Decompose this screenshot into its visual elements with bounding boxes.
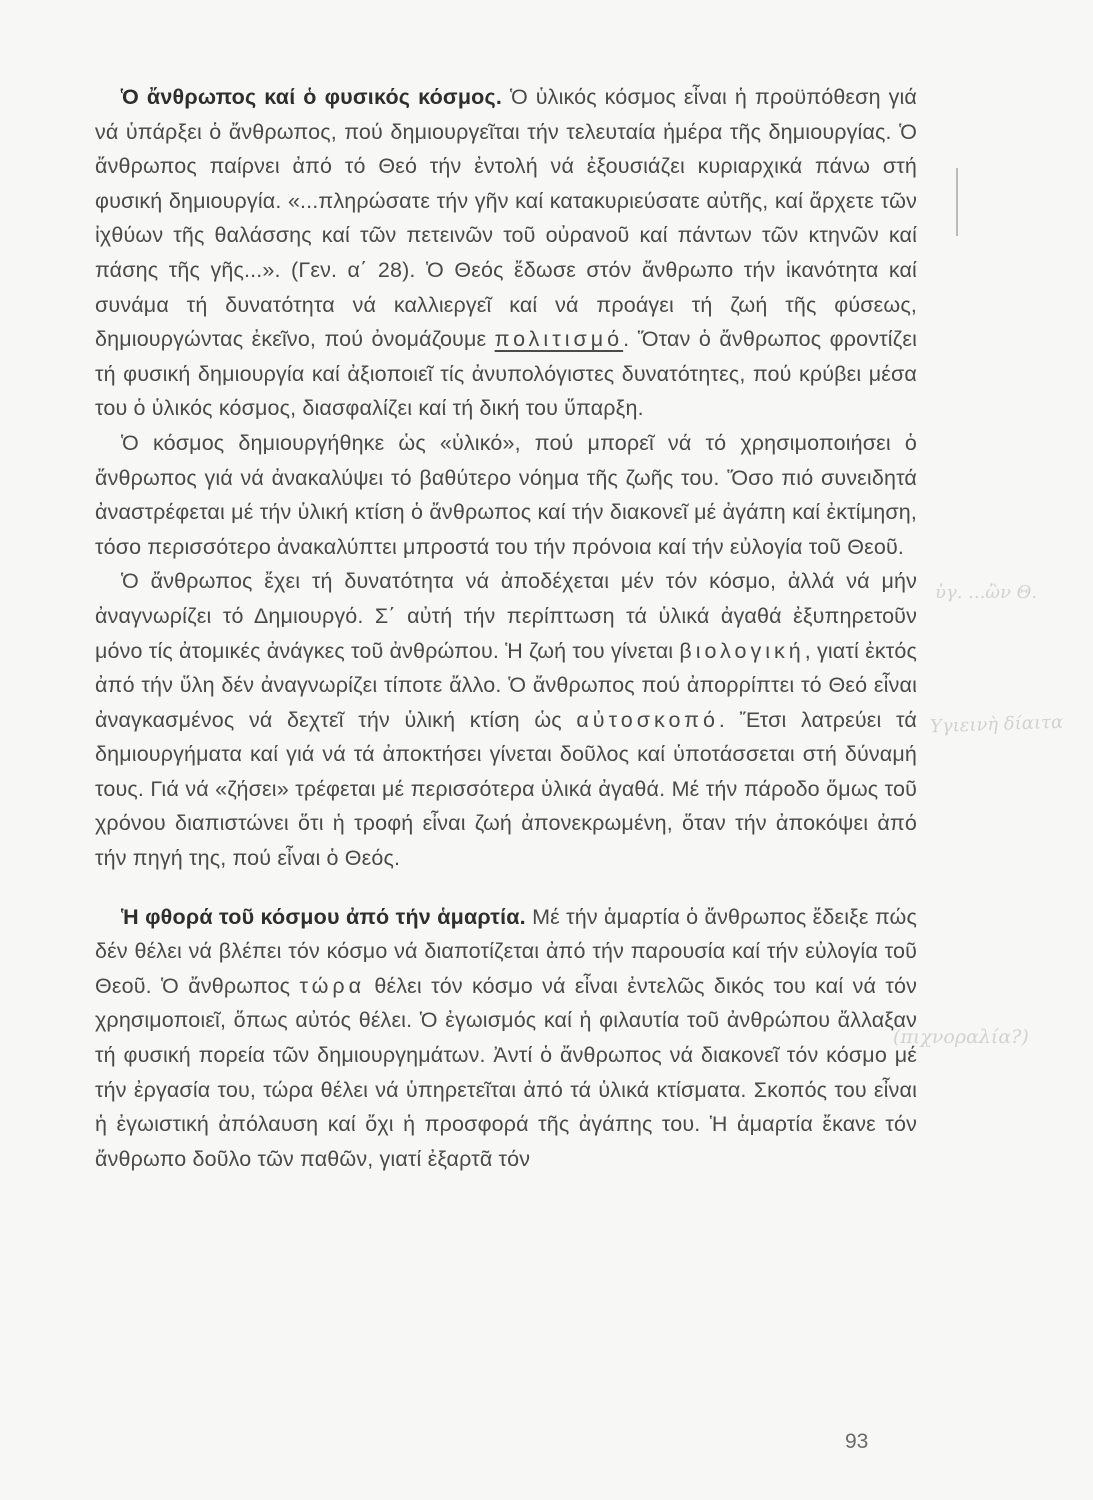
margin-vertical-mark <box>956 168 958 236</box>
section-1-paragraph-1 <box>95 80 917 426</box>
text-run: θέλει τόν κόσμο νά εἶναι ἐντελῶς δικός του καί νά τόν χρησιμοποιεῖ, ὅπως αὐτός θέλει. Ὁ ἐγωισμός καί ἡ φιλαυτία τοῦ ἀνθρώπου ἄλλαξαν τή φυσική πορεία τῶν δημιουργημάτων. Ἀντί ὁ ἄνθρωπος νά διακονεῖ τόν κόσμο μέ τήν ἐργασία του, τώρα θέλει νά ὑπηρετεῖται ἀπό τά ὑλικά κτίσματα. Σκοπός του εἶναι ἡ ἐγωιστική ἀπόλαυση καί ὄχι ἡ προσφορά τῆς ἀγάπης του. Ἡ ἁμαρτία ἔκανε τόν ἄνθρωπο δοῦλο τῶν παθῶν, γιατί ἐξαρτᾶ τόν <box>95 973 918 1171</box>
emphasized-term-tora: τώρα <box>299 973 366 998</box>
text-run: . Ὅταν ὁ ἄνθρωπος φροντίζει τή φυσική δημιουργία καί ἀξιοποιεῖ τίς ἀνυπολόγιστες δυνατότητες, πού κρύβει μέσα του ὁ ὑλικός κόσμος, διασφαλίζει καί τή δική του ὕπαρξη. <box>95 327 917 421</box>
margin-pencil-note-3: (πιχνοραλία?) <box>893 1026 1029 1048</box>
section-2-heading: Ἡ φθορά τοῦ κόσμου ἀπό τήν ἁμαρτία. <box>121 904 526 929</box>
text-run: Μέ τήν ἁμαρτία ὁ ἄνθρωπος ἔδειξε πώς δέν θέλει νά βλέπει τόν κόσμο νά διαποτίζεται ἀπό τήν παρουσία καί τήν εὐλογία τοῦ Θεοῦ. Ὁ ἄνθρωπος <box>95 904 918 998</box>
text-run: Ὁ ἄνθρωπος ἔχει τή δυνατότητα νά ἀποδέχεται μέν τόν κόσμο, ἀλλά νά μήν ἀναγνωρίζει τό Δημιουργό. Σ΄ αὐτή τήν περίπτωση τά ὑλικά ἀγαθά ἐξυπηρετοῦν μόνο τίς ἀτομικές ἀνάγκες τοῦ ἀνθρώπου. Ἡ ζωή του γίνεται <box>95 569 917 663</box>
emphasized-term-aftoskopo: αὐτοσκοπό <box>576 707 719 732</box>
section-1-heading: Ὁ ἄνθρωπος καί ὁ φυσικός κόσμος. <box>121 85 503 109</box>
page-number: 93 <box>845 1430 869 1453</box>
section-1-paragraph-2: Ὁ κόσμος δημιουργήθηκε ὡς «ὑλικό», πού μπορεῖ νά τό χρησιμοποιήσει ὁ ἄνθρωπος γιά νά ἀνακαλύψει τό βαθύτερο νόημα τῆς ζωῆς του. Ὅσο πιό συνειδητά ἀναστρέφεται μέ τήν ὑλική κτίση ὁ ἄνθρωπος καί τήν διακονεῖ μέ ἀγάπη καί ἐκτίμηση, τόσο περισσότερο ἀνακαλύπτει μπροστά του τήν πρόνοια καί τήν εὐλογία τοῦ Θεοῦ. <box>95 430 917 559</box>
section-gap <box>95 876 917 900</box>
section-2-paragraph-1 <box>95 900 917 1177</box>
margin-pencil-note-1: ὑγ. ...ὢν Θ. <box>935 582 1038 603</box>
margin-pencil-note-2: Υγιεινὴ δίαιτα <box>929 711 1064 738</box>
section-1-paragraph-3 <box>95 564 917 875</box>
text-run: , γιατί ἐκτός ἀπό τήν ὕλη δέν ἀναγνωρίζει τίποτε ἄλλο. Ὁ ἄνθρωπος πού ἀπορρίπτει τό Θεό εἶναι ἀναγκασμένος νά δεχτεῖ τήν ὑλική κτίση ὡς <box>95 638 917 732</box>
text-run: Ὁ ὑλικός κόσμος εἶναι ἡ προϋπόθεση γιά νά ὑπάρξει ὁ ἄνθρωπος, πού δημιουργεῖται τήν τελευταία ἡμέρα τῆς δημιουργίας. Ὁ ἄνθρωπος παίρνει ἀπό τό Θεό τήν ἐντολή νά ἐξουσιάζει κυριαρχικά πάνω στή φυσική δημιουργία. «...πληρώσατε τήν γῆν καί κατακυριεύσατε αὐτῆς, καί ἄρχετε τῶν ἰχθύων τῆς θαλάσσης καί τῶν πετεινῶν τοῦ οὐρανοῦ καί πάντων τῶν κτηνῶν καί πάσης τῆς γῆς...». (Γεν. α΄ 28). Ὁ Θεός ἔδωσε στόν ἄνθρωπο τήν ἱκανότητα καί συνάμα τή δυνατότητα νά καλλιεργεῖ καί νά προάγει τή ζωή τῆς φύσεως, δημιουργώντας ἐκεῖνο, πού ὀνομάζουμε <box>95 85 917 352</box>
text-run: . Ἔτσι λατρεύει τά δημιουργήματα καί γιά νά τά ἀποκτήσει γίνεται δοῦλος καί ὑποτάσσεται στή δύναμή τους. Γιά νά «ζήσει» τρέφεται μέ περισσότερα ὑλικά ἀγαθά. Μέ τήν πάροδο ὅμως τοῦ χρόνου διαπιστώνει ὅτι ἡ τροφή εἶναι ζωή ἀπονεκρωμένη, ὅταν τήν ἀποκόψει ἀπό τήν πηγή της, πού εἶναι ὁ Θεός. <box>95 707 917 871</box>
page-body <box>95 80 917 1176</box>
emphasized-term-politismo: πολιτισμό <box>494 327 624 352</box>
emphasized-term-biologiki: βιολογική <box>679 638 805 663</box>
